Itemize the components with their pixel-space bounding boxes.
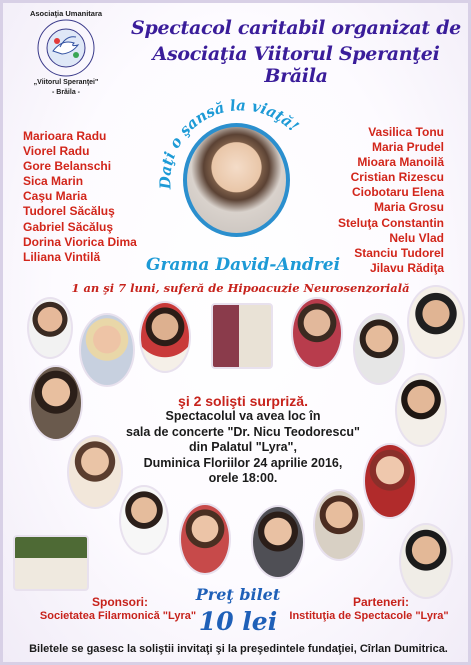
child-name: Grama David-Andrei xyxy=(145,255,341,275)
performer-name: Marioara Radu xyxy=(23,129,107,143)
performer-name: Sica Marin xyxy=(23,174,84,189)
event-info xyxy=(113,409,373,487)
performer-name: Cristian Rizescu xyxy=(350,170,444,185)
performer-name: Stanciu Tudorel xyxy=(354,245,444,260)
performer-photo xyxy=(353,313,405,385)
performer-name: Liliana Vintilă xyxy=(23,249,101,264)
performer-photo xyxy=(399,523,453,599)
header-line2: Asociaţia Viitorul Speranţei Brăila xyxy=(152,43,440,87)
dove-emblem-icon xyxy=(26,17,106,79)
performer-photo xyxy=(407,285,465,359)
performer-photo xyxy=(27,297,73,359)
performer-name: Caşu Maria xyxy=(23,189,88,204)
performer-photo xyxy=(13,535,89,591)
header-line1: Spectacol caritabil organizat de xyxy=(131,17,461,39)
performer-photo xyxy=(395,373,447,447)
logo-org-name: Asociaţia Umanitara xyxy=(29,9,103,18)
performer-name: Ciobotaru Elena xyxy=(351,185,444,200)
partners-label: Parteneri: xyxy=(352,595,410,609)
sponsors-text: Societatea Filarmonică "Lyra" xyxy=(39,610,197,622)
performer-photo xyxy=(291,297,343,369)
performers-right-list xyxy=(338,125,444,276)
performer-name: Viorel Radu xyxy=(23,144,90,159)
event-line: Duminica Floriilor 24 aprilie 2016, xyxy=(143,455,343,470)
performers-left-list xyxy=(23,129,137,265)
performer-name: Steluţa Constantin xyxy=(337,215,444,230)
diagnosis-text: 1 an şi 7 luni, suferă de Hipoacuzie Neurosenzorială xyxy=(71,281,410,295)
performer-photo xyxy=(119,485,169,555)
child-photo xyxy=(183,123,290,237)
performer-name: Tudorel Săcăluş xyxy=(23,204,115,219)
sponsors-label: Sponsori: xyxy=(92,595,148,609)
event-line: sala de concerte "Dr. Nicu Teodorescu" xyxy=(126,424,360,439)
surprise-soloists: şi 2 solişti surpriză. xyxy=(178,393,308,409)
event-line: orele 18:00. xyxy=(208,471,278,485)
performer-name: Maria Grosu xyxy=(373,200,444,215)
performer-name: Gabriel Săcăluş xyxy=(23,219,114,234)
performer-name: Jilavu Rădiţa xyxy=(369,260,444,275)
performer-name: Maria Prudel xyxy=(371,140,444,155)
logo-org-line2: „Viitorul Speranţei" xyxy=(33,79,99,86)
event-line: Spectacolul va avea loc în xyxy=(165,409,321,423)
event-line: din Palatul "Lyra", xyxy=(189,440,297,454)
ticket-price: 10 lei xyxy=(198,607,278,636)
performer-photo xyxy=(251,505,305,579)
performer-name: Gore Belanschi xyxy=(23,159,112,174)
performer-photo xyxy=(211,303,273,369)
performer-name: Vasilica Tonu xyxy=(368,125,444,139)
slogan-text: Daţi o şansă la viaţă! xyxy=(156,96,303,190)
performer-photo xyxy=(29,365,83,441)
performer-photo xyxy=(79,313,135,387)
organization-logo xyxy=(11,7,121,107)
ticket-label: Preţ bilet xyxy=(195,585,281,604)
footer-note: Biletele se gasesc la soliştii invitaţi şi la preşedintele fundaţiei, Cîrlan Dumitrica. xyxy=(29,643,448,655)
performer-name: Mioara Manoilă xyxy=(357,155,444,170)
partners-text: Instituţia de Spectacole "Lyra" xyxy=(289,610,449,622)
performer-photo xyxy=(139,301,191,373)
performer-name: Dorina Viorica Dima xyxy=(23,234,137,249)
logo-org-line3: - Brăila - xyxy=(51,89,80,96)
performer-photo xyxy=(179,503,231,575)
performer-name: Nelu Vlad xyxy=(389,230,444,245)
performer-photo xyxy=(313,489,365,561)
